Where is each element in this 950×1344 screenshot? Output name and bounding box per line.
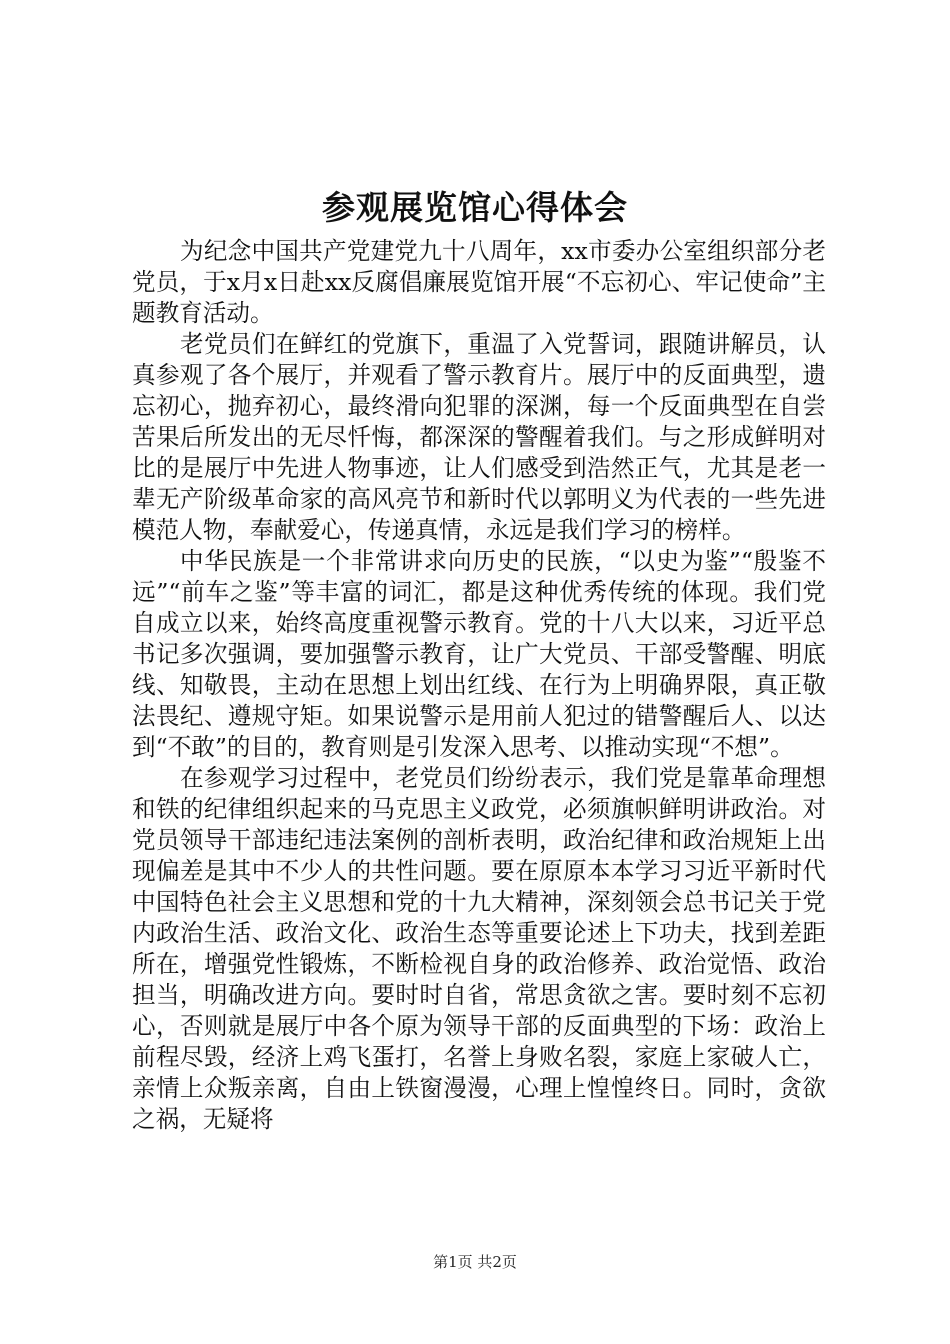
paragraph-2: 老党员们在鲜红的党旗下，重温了入党誓词，跟随讲解员，认真参观了各个展厅，并观看了警示教育片。展厅中的反面典型，遗忘初心，抛弃初心，最终滑向犯罪的深渊，每一个反面典型在自尝苦果后所发出的无尽忏悔，都深深的警醒着我们。与之形成鲜明对比的是展厅中先进人物事迹，让人们感受到浩然正气，尤其是老一辈无产阶级革命家的高风亮节和新时代以郭明义为代表的一些先进模范人物，奉献爱心，传递真情，永远是我们学习的榜样。 [132,330,826,544]
paragraph-1: 为纪念中国共产党建党九十八周年，xx市委办公室组织部分老党员，于x月x日赴xx反腐倡廉展览馆开展“不忘初心、牢记使命”主题教育活动。 [132,237,826,327]
paragraph-4: 在参观学习过程中，老党员们纷纷表示，我们党是靠革命理想和铁的纪律组织起来的马克思主义政党，必须旗帜鲜明讲政治。对党员领导干部违纪违法案例的剖析表明，政治纪律和政治规矩上出现偏差是其中不少人的共性问题。要在原原本本学习习近平新时代中国特色社会主义思想和党的十九大精神，深刻领会总书记关于党内政治生活、政治文化、政治生态等重要论述上下功夫，找到差距所在，增强党性锻炼，不断检视自身的政治修养、政治觉悟、政治担当，明确改进方向。要时时自省，常思贪欲之害。要时刻不忘初心，否则就是展厅中各个原为领导干部的反面典型的下场：政治上前程尽毁，经济上鸡飞蛋打，名誉上身败名裂，家庭上家破人亡，亲情上众叛亲离，自由上铁窗漫漫，心理上惶惶终日。同时，贪欲之祸，无疑将 [132,764,826,1133]
document-body [132,236,826,1135]
page-footer: 第1页 共2页 [433,1253,517,1271]
document-title: 参观展览馆心得体会 [322,188,628,227]
paragraph-3: 中华民族是一个非常讲求向历史的民族，“以史为鉴”“殷鉴不远”“前车之鉴”等丰富的词汇，都是这种优秀传统的体现。我们党自成立以来，始终高度重视警示教育。党的十八大以来，习近平总书记多次强调，要加强警示教育，让广大党员、干部受警醒、明底线、知敬畏，主动在思想上划出红线、在行为上明确界限，真正敬法畏纪、遵规守矩。如果说警示是用前人犯过的错警醒后人、以达到“不敢”的目的，教育则是引发深入思考、以推动实现“不想”。 [132,547,826,761]
